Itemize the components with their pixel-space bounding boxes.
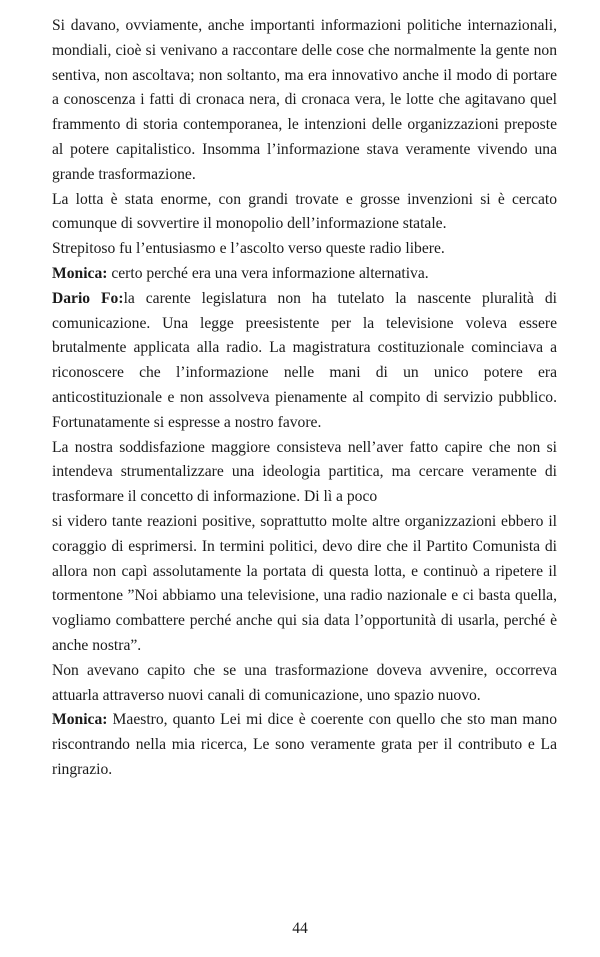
- paragraph-8: [52, 659, 557, 709]
- paragraph-text: la carente legislatura non ha tutelato la nascente pluralità di comunicazione. Una legge preesistente per la televisione voleva essere brutalmente applicata alla radio. La magistratura costituzionale cominciava a riconoscere che l’informazione nelle mani di un unico potere era anticostituzionale e non assolveva pienamente al compito di servizio pubblico. Fortunatamente si espresse a nostro favore.: [52, 289, 557, 431]
- document-body: [52, 14, 557, 783]
- paragraph-6: [52, 436, 557, 510]
- paragraph-1: [52, 14, 557, 188]
- paragraph-3: [52, 237, 557, 262]
- paragraph-text: si videro tante reazioni positive, soprattutto molte altre organizzazioni ebbero il coraggio di esprimersi. In termini politici, devo dire che il Partito Comunista di allora non capì assolutamente la portata di questa lotta, e continuò a ripetere il tormentone ”Noi abbiamo una televisione, una radio nazionale e ci basta quella, vogliamo combattere perché anche qui sia data l’opportunità di usarla, perché è anche nostra”.: [52, 512, 557, 654]
- page-number: 44: [292, 920, 308, 937]
- paragraph-text: La nostra soddisfazione maggiore consisteva nell’aver fatto capire che non si intendeva strumentalizzare una ideologia partitica, ma cercare veramente di trasformare il concetto di informazione. Di lì a poco: [52, 438, 557, 506]
- speaker-label: Dario Fo:: [52, 289, 124, 307]
- paragraph-text: Strepitoso fu l’entusiasmo e l’ascolto verso queste radio libere.: [52, 240, 445, 258]
- paragraph-7: [52, 510, 557, 659]
- paragraph-4: [52, 262, 557, 287]
- paragraph-text: La lotta è stata enorme, con grandi trovate e grosse invenzioni si è cercato comunque di sovvertire il monopolio dell’informazione statale.: [52, 190, 557, 233]
- paragraph-text: Non avevano capito che se una trasformazione doveva avvenire, occorreva attuarla attraverso nuovi canali di comunicazione, uno spazio nuovo.: [52, 661, 557, 704]
- paragraph-9: [52, 708, 557, 782]
- paragraph-2: [52, 188, 557, 238]
- speaker-label: Monica:: [52, 711, 108, 729]
- paragraph-text: Maestro, quanto Lei mi dice è coerente con quello che sto man mano riscontrando nella mia ricerca, Le sono veramente grata per il contributo e La ringrazio.: [52, 711, 557, 778]
- paragraph-text: certo perché era una vera informazione alternativa.: [107, 264, 429, 282]
- paragraph-text: Si davano, ovviamente, anche importanti informazioni politiche internazionali, mondiali, cioè si venivano a raccontare delle cose che normalmente la gente non sentiva, non ascoltava; non soltanto, ma era innovativo anche il modo di portare a conoscenza i fatti di cronaca nera, di cronaca vera, le lotte che agitavano quel frammento di storia contemporanea, le intenzioni delle organizzazioni preposte al potere capitalistico. Insomma l’informazione stava veramente vivendo una grande trasformazione.: [52, 17, 557, 183]
- speaker-label: Monica:: [52, 264, 108, 282]
- paragraph-5: [52, 287, 557, 436]
